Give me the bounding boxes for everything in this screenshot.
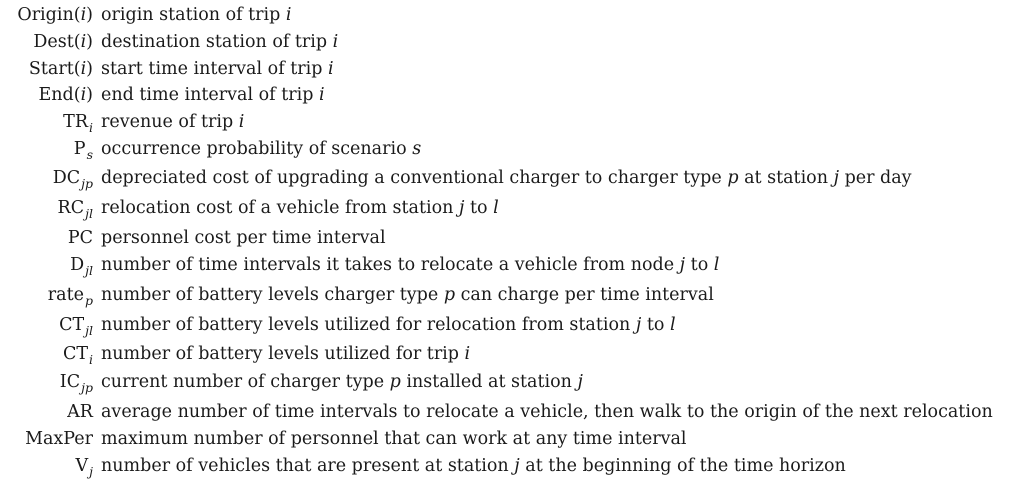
variable: j <box>458 198 465 218</box>
description-text: average number of time intervals to relocate a vehicle, then walk to the origin of the next relocation <box>101 402 993 422</box>
symbol-name: Start <box>28 59 74 79</box>
symbol-name: CT <box>59 315 85 335</box>
symbol <box>63 341 93 368</box>
symbol <box>63 109 93 136</box>
variable: p <box>443 285 456 305</box>
description-text: number of vehicles that are present at station <box>101 456 515 476</box>
nomenclature-row <box>0 195 1029 222</box>
variable: j <box>833 168 839 188</box>
description-text: personnel cost per time interval <box>101 228 386 248</box>
nomenclature-row <box>0 82 1029 109</box>
description-text: start time interval of trip <box>101 59 328 79</box>
description <box>101 136 421 163</box>
variable: l <box>670 315 676 335</box>
symbol <box>70 252 93 279</box>
description <box>101 56 334 83</box>
description-text: end time interval of trip <box>101 85 319 105</box>
nomenclature-row <box>0 165 1029 192</box>
symbol-subscript: jp <box>81 176 93 191</box>
nomenclature-row <box>0 369 1029 396</box>
symbol: End(i) <box>38 85 93 105</box>
symbol-name: PC <box>67 228 93 248</box>
nomenclature-row <box>0 225 1029 252</box>
variable: p <box>389 372 401 392</box>
symbol-subscript: jl <box>85 263 93 278</box>
description <box>101 399 993 426</box>
description-text: to <box>641 315 670 335</box>
description <box>101 165 912 192</box>
description-text: revenue of trip <box>101 112 239 132</box>
nomenclature-row <box>0 341 1029 368</box>
nomenclature-row <box>0 136 1029 163</box>
description-text: at the beginning of the time horizon <box>519 456 846 476</box>
symbol <box>67 399 93 426</box>
symbol <box>68 225 93 252</box>
symbol <box>58 195 93 222</box>
description <box>101 341 470 368</box>
nomenclature-row <box>0 109 1029 136</box>
symbol-argument: i <box>80 32 87 52</box>
symbol-subscript: jl <box>85 323 93 338</box>
symbol <box>74 136 93 163</box>
symbol-argument: i <box>80 85 87 105</box>
nomenclature-row <box>0 426 1029 453</box>
description <box>101 195 499 222</box>
symbol-name: TR <box>63 112 88 132</box>
nomenclature-row <box>0 282 1029 309</box>
symbol-name: V <box>75 456 89 476</box>
symbol-subscript: s <box>86 147 93 162</box>
variable: j <box>635 315 642 335</box>
nomenclature-row <box>0 2 1029 29</box>
description <box>101 312 676 339</box>
variable: l <box>493 198 499 218</box>
nomenclature-row <box>0 252 1029 279</box>
variable: i <box>238 112 245 132</box>
description <box>101 109 244 136</box>
symbol-subscript: jp <box>81 380 93 395</box>
description <box>101 426 687 453</box>
symbol-subscript: j <box>89 464 93 479</box>
variable: s <box>412 139 422 159</box>
symbol: Origin(i) <box>17 5 93 25</box>
description-text: can charge per time interval <box>455 285 714 305</box>
description <box>101 225 386 252</box>
description-text: number of battery levels charger type <box>101 285 444 305</box>
symbol-name: RC <box>57 198 85 218</box>
symbol-subscript: i <box>89 120 93 135</box>
description-text: destination station of trip <box>101 32 333 52</box>
description-text: to <box>685 255 714 275</box>
symbol-name: MaxPer <box>25 429 93 449</box>
symbol <box>60 369 93 396</box>
symbol-name: IC <box>59 372 81 392</box>
description <box>101 252 719 279</box>
nomenclature-row <box>0 56 1029 83</box>
description-text: installed at station <box>400 372 578 392</box>
description-text: maximum number of personnel that can work at any time interval <box>101 429 687 449</box>
symbol-argument: i <box>80 5 87 25</box>
symbol <box>53 165 93 192</box>
symbol-name: CT <box>62 344 88 364</box>
variable: j <box>514 456 520 476</box>
symbol-subscript: p <box>84 293 93 308</box>
symbol-subscript: jl <box>85 206 93 221</box>
variable: i <box>328 59 334 79</box>
variable: i <box>285 5 292 25</box>
description-text: number of battery levels utilized for relocation from station <box>101 315 636 335</box>
description-text: origin station of trip <box>101 5 286 25</box>
description-text: per day <box>839 168 912 188</box>
symbol-name: DC <box>52 168 81 188</box>
symbol <box>48 282 93 309</box>
description-text: relocation cost of a vehicle from station <box>101 198 459 218</box>
variable: l <box>713 255 720 275</box>
description <box>101 2 292 29</box>
symbol-name: End <box>38 85 74 105</box>
variable: i <box>318 85 325 105</box>
description-text: to <box>464 198 494 218</box>
description-text: number of time intervals it takes to relocate a vehicle from node <box>101 255 680 275</box>
symbol-name: P <box>73 139 86 159</box>
symbol: Dest(i) <box>33 32 93 52</box>
symbol-subscript: i <box>89 352 93 367</box>
variable: j <box>679 255 686 275</box>
nomenclature-row <box>0 29 1029 56</box>
variable: i <box>464 344 471 364</box>
description <box>101 369 583 396</box>
description-text: depreciated cost of upgrading a conventional charger to charger type <box>101 168 728 188</box>
symbol-name: D <box>70 255 85 275</box>
variable: i <box>332 32 339 52</box>
description-text: occurrence probability of scenario <box>101 139 413 159</box>
symbol-name: rate <box>47 285 84 305</box>
symbol-argument: i <box>80 59 87 79</box>
description <box>101 82 325 109</box>
variable: p <box>727 168 739 188</box>
symbol <box>59 312 93 339</box>
symbol <box>25 426 93 453</box>
description-text: number of battery levels utilized for trip <box>101 344 465 364</box>
description-text: at station <box>738 168 834 188</box>
symbol-name: AR <box>67 402 93 422</box>
symbol <box>75 453 93 480</box>
symbol: Start(i) <box>28 59 93 79</box>
symbol-name: Dest <box>33 32 74 52</box>
description <box>101 29 338 56</box>
nomenclature-row <box>0 312 1029 339</box>
nomenclature-row <box>0 453 1029 480</box>
description <box>101 453 846 480</box>
description <box>101 282 714 309</box>
nomenclature-row <box>0 399 1029 426</box>
description-text: current number of charger type <box>101 372 390 392</box>
variable: j <box>577 372 583 392</box>
symbol-name: Origin <box>17 5 74 25</box>
